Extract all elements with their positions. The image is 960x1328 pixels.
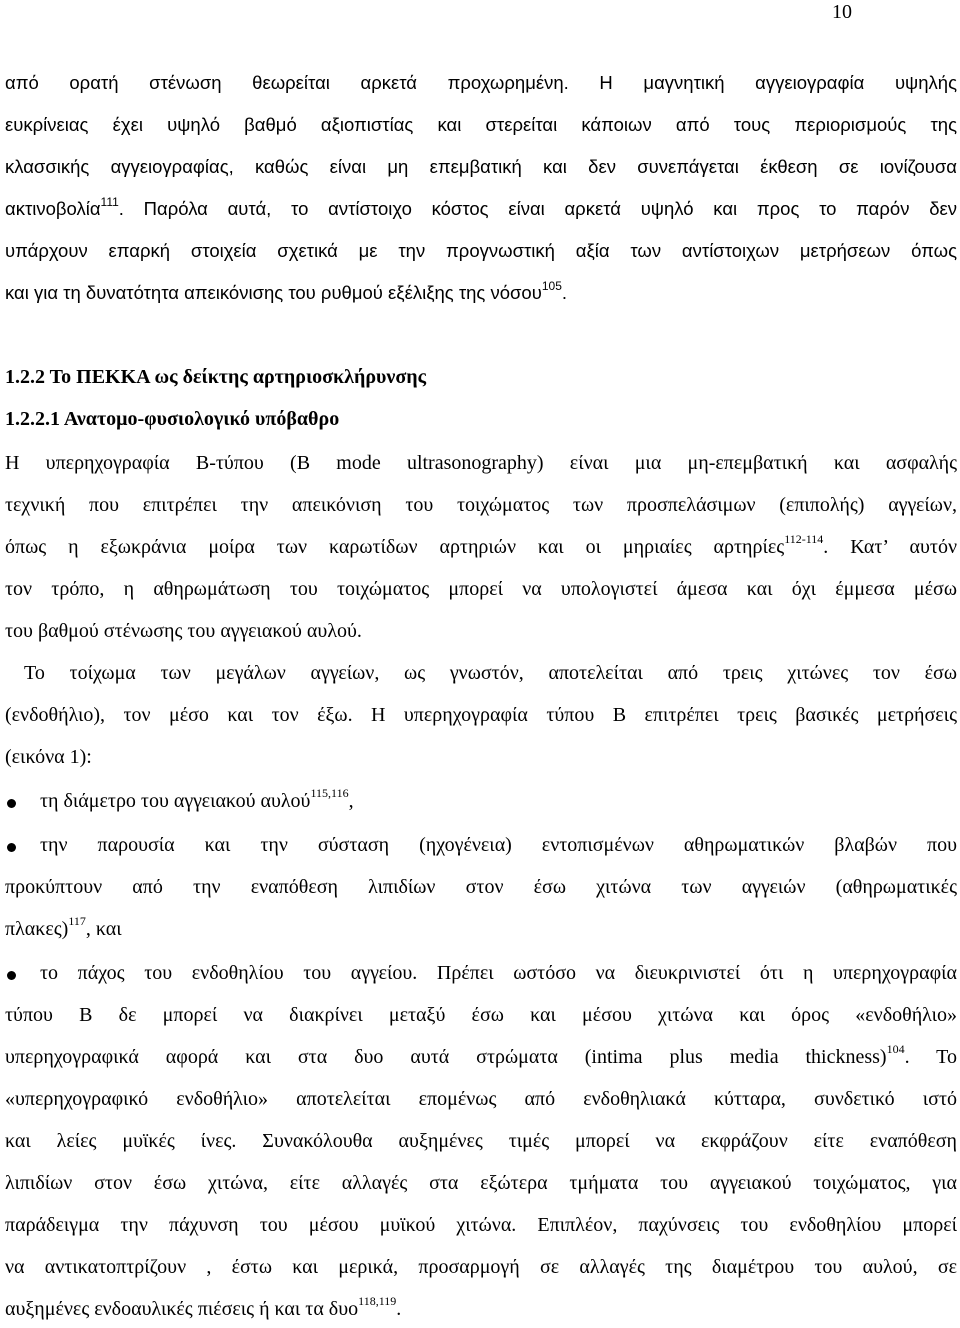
text-line: Η υπερηχογραφία Β-τύπου (B mode ultrasonography) είναι μια μη-επεμβατική και ασφαλής — [5, 452, 957, 474]
text-line: τον τρόπο, η αθηρωμάτωση του τοιχώματος μπορεί να υπολογιστεί άμεσα και όχι έμμεσα μέσω — [5, 578, 957, 600]
text-line: προκύπτουν από την εναπόθεση λιπιδίων στον έσω χιτώνα των αγγειών (αθηρωματικές — [5, 876, 957, 898]
text-line: να αντικατοπτρίζουν , έστω και μερικά, προσαρμογή σε αλλαγές της διαμέτρου του αυλού, σε — [5, 1256, 957, 1278]
section-heading: 1.2.2 Το ΠΕΚΚΑ ως δείκτης αρτηριοσκλήρυνσης — [5, 366, 427, 388]
text-line: ακτινοβολία$^{111}$. Παρόλα αυτά, το αντίστοιχο κόστος είναι αρκετά υψηλό και προς το παρόν δεν — [5, 194, 957, 219]
text-line: (εικόνα 1): — [5, 746, 92, 768]
text-line: τεχνική που επιτρέπει την απεικόνιση του τοιχώματος των προσπελάσιμων (επιπολής) αγγείων, — [5, 494, 957, 516]
citation: 111 — [100, 194, 119, 209]
text-line: «υπερηχογραφικό ενδοθήλιο» αποτελείται επομένως από ενδοθηλιακά κύτταρα, συνδετικό ιστό — [5, 1088, 957, 1110]
list-item: τη διάμετρο του αγγειακού αυλού$^{115,116}$, — [40, 786, 354, 812]
text-line: και για τη δυνατότητα απεικόνισης του ρυθμού εξέλιξης της νόσου$^{105}$. — [5, 278, 568, 303]
text-line: Το τοίχωμα των μεγάλων αγγείων, ως γνωστόν, αποτελείται από τρεις χιτώνες τον έσω — [24, 662, 957, 684]
text-line: και λείες μυϊκές ίνες. Συνακόλουθα αυξημένες τιμές μπορεί να εκφράζουν είτε εναπόθεση — [5, 1130, 957, 1152]
list-item: την παρουσία και την σύσταση (ηχογένεια) εντοπισμένων αθηρωματικών βλαβών που — [40, 834, 957, 856]
bullet-icon — [5, 797, 19, 811]
text-line: κλασσικής αγγειογραφίας, καθώς είναι μη επεμβατική και δεν συνεπάγεται έκθεση σε ιονίζουσα — [5, 156, 957, 177]
text-line: του βαθμού στένωσης του αγγειακού αυλού. — [5, 620, 362, 642]
text-line: τύπου Β δε μπορεί να διακρίνει μεταξύ έσω και μέσου χιτώνα και όρος «ενδοθήλιο» — [5, 1004, 957, 1026]
page-number: 10 — [832, 1, 852, 23]
subsection-heading: 1.2.2.1 Ανατομο-φυσιολογικό υπόβαθρο — [5, 408, 340, 430]
text-line: όπως η εξωκράνια μοίρα των καρωτίδων αρτηριών και οι μηριαίες αρτηρίες$^{112-114}$. Κατ’ αυτόν — [5, 532, 957, 558]
citation: 105 — [541, 278, 562, 293]
text-line: πλακες)$^{117}$, και — [5, 914, 122, 940]
citation: 104 — [886, 1042, 905, 1057]
text-line: παράδειγμα την πάχυνση του μέσου μυϊκού χιτώνα. Επιπλέον, παχύνσεις του ενδοθηλίου μπορεί — [5, 1214, 957, 1236]
text-line: από ορατή στένωση θεωρείται αρκετά προχωρημένη. Η μαγνητική αγγειογραφία υψηλής — [5, 72, 957, 93]
text-line: υπερηχογραφικά αφορά και στα δυο αυτά στρώματα (intima plus media thickness)$^{104}$. Το — [5, 1042, 957, 1068]
citation: 112-114 — [784, 532, 824, 547]
bullet-icon — [5, 969, 19, 983]
citation: 118,119 — [358, 1294, 397, 1309]
text-line: ευκρίνειας έχει υψηλό βαθμό αξιοπιστίας και στερείται κάποιων από τους περιορισμούς της — [5, 114, 957, 135]
text-line: υπάρχουν επαρκή στοιχεία σχετικά με την προγνωστική αξία των αντίστοιχων μετρήσεων όπως — [5, 240, 957, 261]
text-line: (ενδοθήλιο), τον μέσο και τον έξω. Η υπερηχογραφία τύπου Β επιτρέπει τρεις βασικές μετρήσεις — [5, 704, 957, 726]
text-line: λιπιδίων στον έσω χιτώνα, είτε αλλαγές στα εξώτερα τμήματα του αγγειακού τοιχώματος, για — [5, 1172, 957, 1194]
text-line: αυξημένες ενδοαυλικές πιέσεις ή και τα δυο$^{118,119}$. — [5, 1294, 402, 1320]
list-item: το πάχος του ενδοθηλίου του αγγείου. Πρέπει ωστόσο να διευκρινιστεί ότι η υπερηχογραφία — [40, 962, 957, 984]
citation: 115,116 — [310, 786, 349, 801]
citation: 117 — [68, 914, 86, 929]
bullet-icon — [5, 841, 19, 855]
